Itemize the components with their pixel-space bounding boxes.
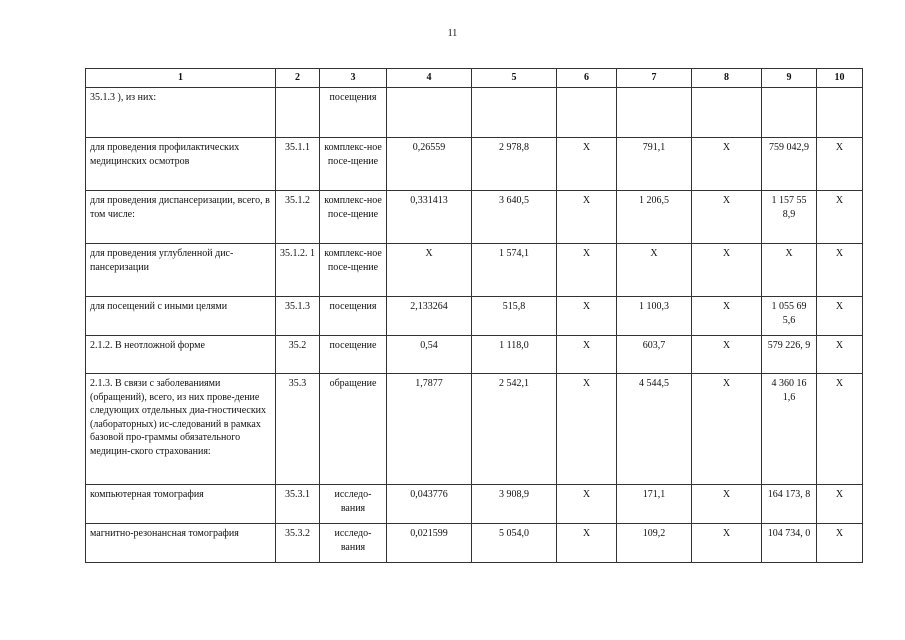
table-row xyxy=(86,485,863,524)
table-cell: X xyxy=(692,336,762,374)
table-cell: 1 055 69 5,6 xyxy=(762,297,817,336)
table-cell: X xyxy=(817,138,863,191)
table-cell: 35.3.1 xyxy=(276,485,320,524)
table-cell: посещения xyxy=(320,297,387,336)
table-cell: X xyxy=(557,191,617,244)
header-cell: 7 xyxy=(617,69,692,88)
table-cell: 0,043776 xyxy=(387,485,472,524)
table-cell: X xyxy=(557,485,617,524)
table-cell: X xyxy=(557,297,617,336)
table-cell xyxy=(472,88,557,138)
table-cell: X xyxy=(692,524,762,563)
table-row xyxy=(86,88,863,138)
page-number: 11 xyxy=(447,28,458,39)
table-cell: X xyxy=(557,524,617,563)
table-cell xyxy=(817,88,863,138)
header-cell: 8 xyxy=(692,69,762,88)
table-cell: X xyxy=(692,191,762,244)
table-cell: 515,8 xyxy=(472,297,557,336)
table-row xyxy=(86,374,863,485)
table-cell: 104 734, 0 xyxy=(762,524,817,563)
table-cell: X xyxy=(817,485,863,524)
table-cell: X xyxy=(817,374,863,485)
row-label-cell: магнитно-резонансная томография xyxy=(86,524,276,563)
data-table xyxy=(85,68,863,563)
table-cell: исследо-вания xyxy=(320,524,387,563)
header-cell: 2 xyxy=(276,69,320,88)
table-cell: 171,1 xyxy=(617,485,692,524)
table-cell: 35.3.2 xyxy=(276,524,320,563)
table-row xyxy=(86,138,863,191)
table-cell: 2,133264 xyxy=(387,297,472,336)
table-cell: 0,021599 xyxy=(387,524,472,563)
table-cell: 1 100,3 xyxy=(617,297,692,336)
header-cell: 6 xyxy=(557,69,617,88)
table-cell: X xyxy=(692,244,762,297)
table-cell: 1 206,5 xyxy=(617,191,692,244)
table-cell: 4 544,5 xyxy=(617,374,692,485)
table-cell xyxy=(557,88,617,138)
table-cell: X xyxy=(817,297,863,336)
table-cell: 0,54 xyxy=(387,336,472,374)
table-cell: 0,331413 xyxy=(387,191,472,244)
table-cell: X xyxy=(557,138,617,191)
header-cell: 1 xyxy=(86,69,276,88)
table-cell: 3 640,5 xyxy=(472,191,557,244)
row-label-cell: для проведения профилактических медицинских осмотров xyxy=(86,138,276,191)
row-label-cell: для проведения углубленной дис-пансеризации xyxy=(86,244,276,297)
table-cell: X xyxy=(817,191,863,244)
table-cell: 2 542,1 xyxy=(472,374,557,485)
table-cell: X xyxy=(557,336,617,374)
table-cell: X xyxy=(817,524,863,563)
table-cell: 791,1 xyxy=(617,138,692,191)
header-cell: 3 xyxy=(320,69,387,88)
header-cell: 4 xyxy=(387,69,472,88)
table-cell: 35.1.1 xyxy=(276,138,320,191)
header-cell: 10 xyxy=(817,69,863,88)
table-row xyxy=(86,191,863,244)
table-cell: 5 054,0 xyxy=(472,524,557,563)
table-cell: X xyxy=(617,244,692,297)
table-cell: 35.3 xyxy=(276,374,320,485)
table-cell: 35.1.2 xyxy=(276,191,320,244)
table-cell: 1 157 55 8,9 xyxy=(762,191,817,244)
table-cell: комплекс-ное посе-щение xyxy=(320,191,387,244)
table-cell: 0,26559 xyxy=(387,138,472,191)
table-cell: комплекс-ное посе-щение xyxy=(320,244,387,297)
table-cell: 759 042,9 xyxy=(762,138,817,191)
row-label-cell: для проведения диспансеризации, всего, в том числе: xyxy=(86,191,276,244)
table-row xyxy=(86,244,863,297)
table-cell: 579 226, 9 xyxy=(762,336,817,374)
table-row xyxy=(86,336,863,374)
table-cell: 2 978,8 xyxy=(472,138,557,191)
table-cell: обращение xyxy=(320,374,387,485)
header-cell: 5 xyxy=(472,69,557,88)
row-label-cell: 35.1.3 ), из них: xyxy=(86,88,276,138)
table-row xyxy=(86,524,863,563)
table-cell: 1,7877 xyxy=(387,374,472,485)
table-cell: X xyxy=(817,336,863,374)
table-cell: X xyxy=(692,485,762,524)
table-cell: 603,7 xyxy=(617,336,692,374)
table-cell: X xyxy=(387,244,472,297)
table-cell: 1 574,1 xyxy=(472,244,557,297)
table-cell: 3 908,9 xyxy=(472,485,557,524)
table-cell: X xyxy=(692,374,762,485)
table-cell: X xyxy=(557,374,617,485)
table-cell xyxy=(617,88,692,138)
table-cell: X xyxy=(762,244,817,297)
table-cell: 35.1.3 xyxy=(276,297,320,336)
table-cell: исследо-вания xyxy=(320,485,387,524)
table-cell: X xyxy=(692,138,762,191)
row-label-cell: для посещений с иными целями xyxy=(86,297,276,336)
row-label-cell: компьютерная томография xyxy=(86,485,276,524)
table-cell xyxy=(387,88,472,138)
row-label-cell: 2.1.2. В неотложной форме xyxy=(86,336,276,374)
table-cell: X xyxy=(817,244,863,297)
table-cell: 109,2 xyxy=(617,524,692,563)
table-cell xyxy=(692,88,762,138)
table-cell: 4 360 16 1,6 xyxy=(762,374,817,485)
header-row xyxy=(86,69,863,88)
row-label-cell: 2.1.3. В связи с заболеваниями (обращений), всего, из них прове-дение следующих отдельных диа-гностических (лабораторных) ис-следований в рамках базовой про-граммы обязательного медицин-ского страхования: xyxy=(86,374,276,485)
table-cell xyxy=(276,88,320,138)
table-cell: комплекс-ное посе-щение xyxy=(320,138,387,191)
table-cell: посещение xyxy=(320,336,387,374)
table-cell: 35.1.2. 1 xyxy=(276,244,320,297)
table-cell: посещения xyxy=(320,88,387,138)
table-cell: X xyxy=(557,244,617,297)
table-row xyxy=(86,297,863,336)
table-cell: 35.2 xyxy=(276,336,320,374)
table-cell: 1 118,0 xyxy=(472,336,557,374)
table-cell: 164 173, 8 xyxy=(762,485,817,524)
header-cell: 9 xyxy=(762,69,817,88)
table-cell: X xyxy=(692,297,762,336)
table-cell xyxy=(762,88,817,138)
